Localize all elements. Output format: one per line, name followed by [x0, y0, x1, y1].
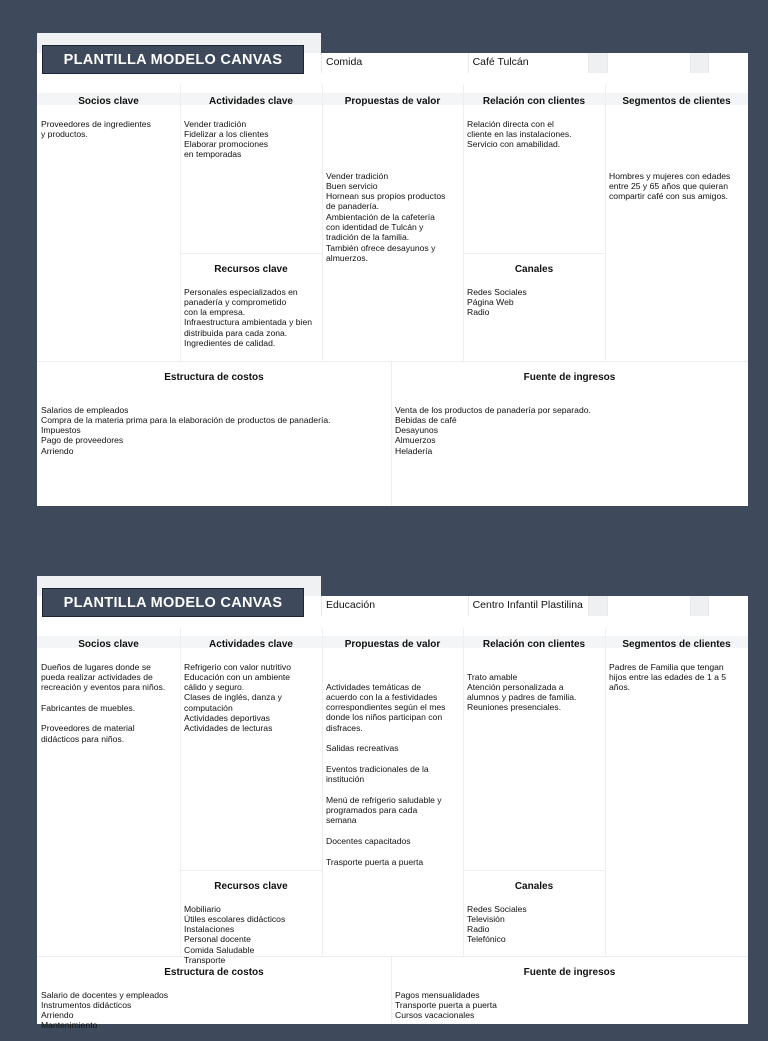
- header-empty-cell: [708, 596, 748, 616]
- socios-clave-text: Proveedores de ingredientes y productos.: [41, 118, 151, 139]
- estructura-costos-block: [37, 956, 391, 1031]
- header-gap: [588, 596, 607, 616]
- propuestas-valor-text: Vender tradición Buen servicio Hornean sus propios productos de panadería. Ambientación de la cafetería con identidad de Tulcán y tradición de la familia. También ofrece desayunos y almuerzos.: [326, 170, 446, 263]
- estructura-costos-block: [37, 361, 391, 506]
- fuente-ingresos-block: [391, 361, 748, 506]
- relacion-clientes-block: [463, 628, 605, 870]
- fuente-ingresos-heading: Fuente de ingresos: [523, 372, 616, 384]
- recursos-clave-heading: Recursos clave: [214, 264, 288, 276]
- actividades-clave-block: [180, 85, 322, 253]
- recursos-clave-text: Personales especializados en panadería y comprometido con la empresa. Infraestructura ambientada y bien distribuida para cada zona. Ingredientes de calidad.: [184, 286, 313, 349]
- propuestas-valor-text: Actividades temáticas de acuerdo con la a festividades correspondientes según el mes donde los niños participan con disfraces. Salidas recreativas Eventos tradicionales de la institución Menú de refrigerio saludable y programados para cada semana Docentes capacitados Trasporte puerta a puerta: [326, 681, 446, 867]
- estructura-costos-heading: Estructura de costos: [164, 372, 264, 384]
- header-spacer: [460, 53, 468, 73]
- actividades-clave-heading: Actividades clave: [209, 639, 293, 651]
- propuestas-valor-heading: Propuestas de valor: [344, 96, 441, 108]
- propuestas-valor-block: [322, 628, 463, 956]
- relacion-clientes-heading: Relación con clientes: [482, 639, 586, 651]
- canales-text: Redes Sociales Televisión Radio Telefónico: [467, 903, 527, 945]
- propuestas-valor-heading: Propuestas de valor: [344, 639, 441, 651]
- canales-heading: Canales: [514, 264, 554, 276]
- header-row: [321, 53, 748, 73]
- socios-clave-heading: Socios clave: [78, 96, 139, 108]
- canales-heading: Canales: [514, 881, 554, 893]
- canvas-title: PLANTILLA MODELO CANVAS: [42, 588, 304, 617]
- canvas-cafe-tulcan: [37, 33, 748, 506]
- estructura-costos-text: Salario de docentes y empleados Instrumentos didácticos Arriendo Mantenimiento: [41, 989, 169, 1031]
- business-name-cell: Café Tulcán: [468, 53, 589, 73]
- estructura-costos-text: Salarios de empleados Compra de la materia prima para la elaboración de productos de panadería. Impuestos Pago de proveedores Arriendo: [41, 404, 331, 456]
- actividades-clave-heading: Actividades clave: [209, 96, 293, 108]
- relacion-clientes-block: [463, 85, 605, 253]
- business-name-cell: Centro Infantil Plastilina: [468, 596, 589, 616]
- relacion-clientes-heading: Relación con clientes: [482, 96, 586, 108]
- header-gap: [690, 53, 708, 73]
- recursos-clave-text: Mobiliario Útiles escolares didácticos Instalaciones Personal docente Comida Saludable Transporte: [184, 903, 286, 966]
- propuestas-valor-block: [322, 85, 463, 361]
- relacion-clientes-text: Relación directa con el cliente en las instalaciones. Servicio con amabilidad.: [467, 118, 572, 150]
- estructura-costos-heading: Estructura de costos: [164, 967, 264, 979]
- recursos-clave-heading: Recursos clave: [214, 881, 288, 893]
- socios-clave-text: Dueños de lugares donde se pueda realizar actividades de recreación y eventos para niños. Fabricantes de muebles. Proveedores de material didácticos para niños.: [41, 661, 166, 744]
- segmentos-clientes-text: Padres de Familia que tengan hijos entre las edades de 1 a 5 años.: [609, 661, 727, 693]
- header-gap: [690, 596, 708, 616]
- segmentos-clientes-heading: Segmentos de clientes: [622, 639, 731, 651]
- category-cell: Educación: [321, 596, 460, 616]
- fuente-ingresos-block: [391, 956, 748, 1024]
- canvas-centro-infantil: [37, 576, 748, 1031]
- recursos-clave-block: [180, 870, 322, 966]
- recursos-clave-block: [180, 253, 322, 361]
- segmentos-clientes-text: Hombres y mujeres con edades entre 25 y 65 años que quieran compartir café con sus amigos.: [609, 170, 731, 202]
- canales-block: [463, 253, 605, 361]
- socios-clave-block: [37, 628, 180, 956]
- header-spacer: [460, 596, 468, 616]
- segmentos-clientes-block: [605, 628, 748, 956]
- header-empty-cell: [708, 53, 748, 73]
- fuente-ingresos-text: Venta de los productos de panadería por separado. Bebidas de café Desayunos Almuerzos Heladería: [395, 404, 591, 456]
- canvas-title: PLANTILLA MODELO CANVAS: [42, 45, 304, 74]
- segmentos-clientes-block: [605, 85, 748, 361]
- actividades-clave-block: [180, 628, 322, 870]
- actividades-clave-text: Refrigerio con valor nutritivo Educación con un ambiente cálido y seguro. Clases de inglés, danza y computación Actividades deportivas Actividades de lecturas: [184, 661, 291, 734]
- relacion-clientes-text: Trato amable Atención personalizada a alumnos y padres de familia. Reuniones presenciales.: [467, 671, 577, 713]
- header-empty-cell: [607, 53, 690, 73]
- header-row: [321, 596, 748, 616]
- socios-clave-block: [37, 85, 180, 361]
- socios-clave-heading: Socios clave: [78, 639, 139, 651]
- fuente-ingresos-heading: Fuente de ingresos: [523, 967, 616, 979]
- canales-text: Redes Sociales Página Web Radio: [467, 286, 527, 318]
- header-gap: [588, 53, 607, 73]
- canales-block: [463, 870, 605, 956]
- category-cell: Comida: [321, 53, 460, 73]
- segmentos-clientes-heading: Segmentos de clientes: [622, 96, 731, 108]
- header-empty-cell: [607, 596, 690, 616]
- fuente-ingresos-text: Pagos mensualidades Transporte puerta a puerta Cursos vacacionales: [395, 989, 497, 1021]
- actividades-clave-text: Vender tradición Fidelizar a los clientes Elaborar promociones en temporadas: [184, 118, 269, 160]
